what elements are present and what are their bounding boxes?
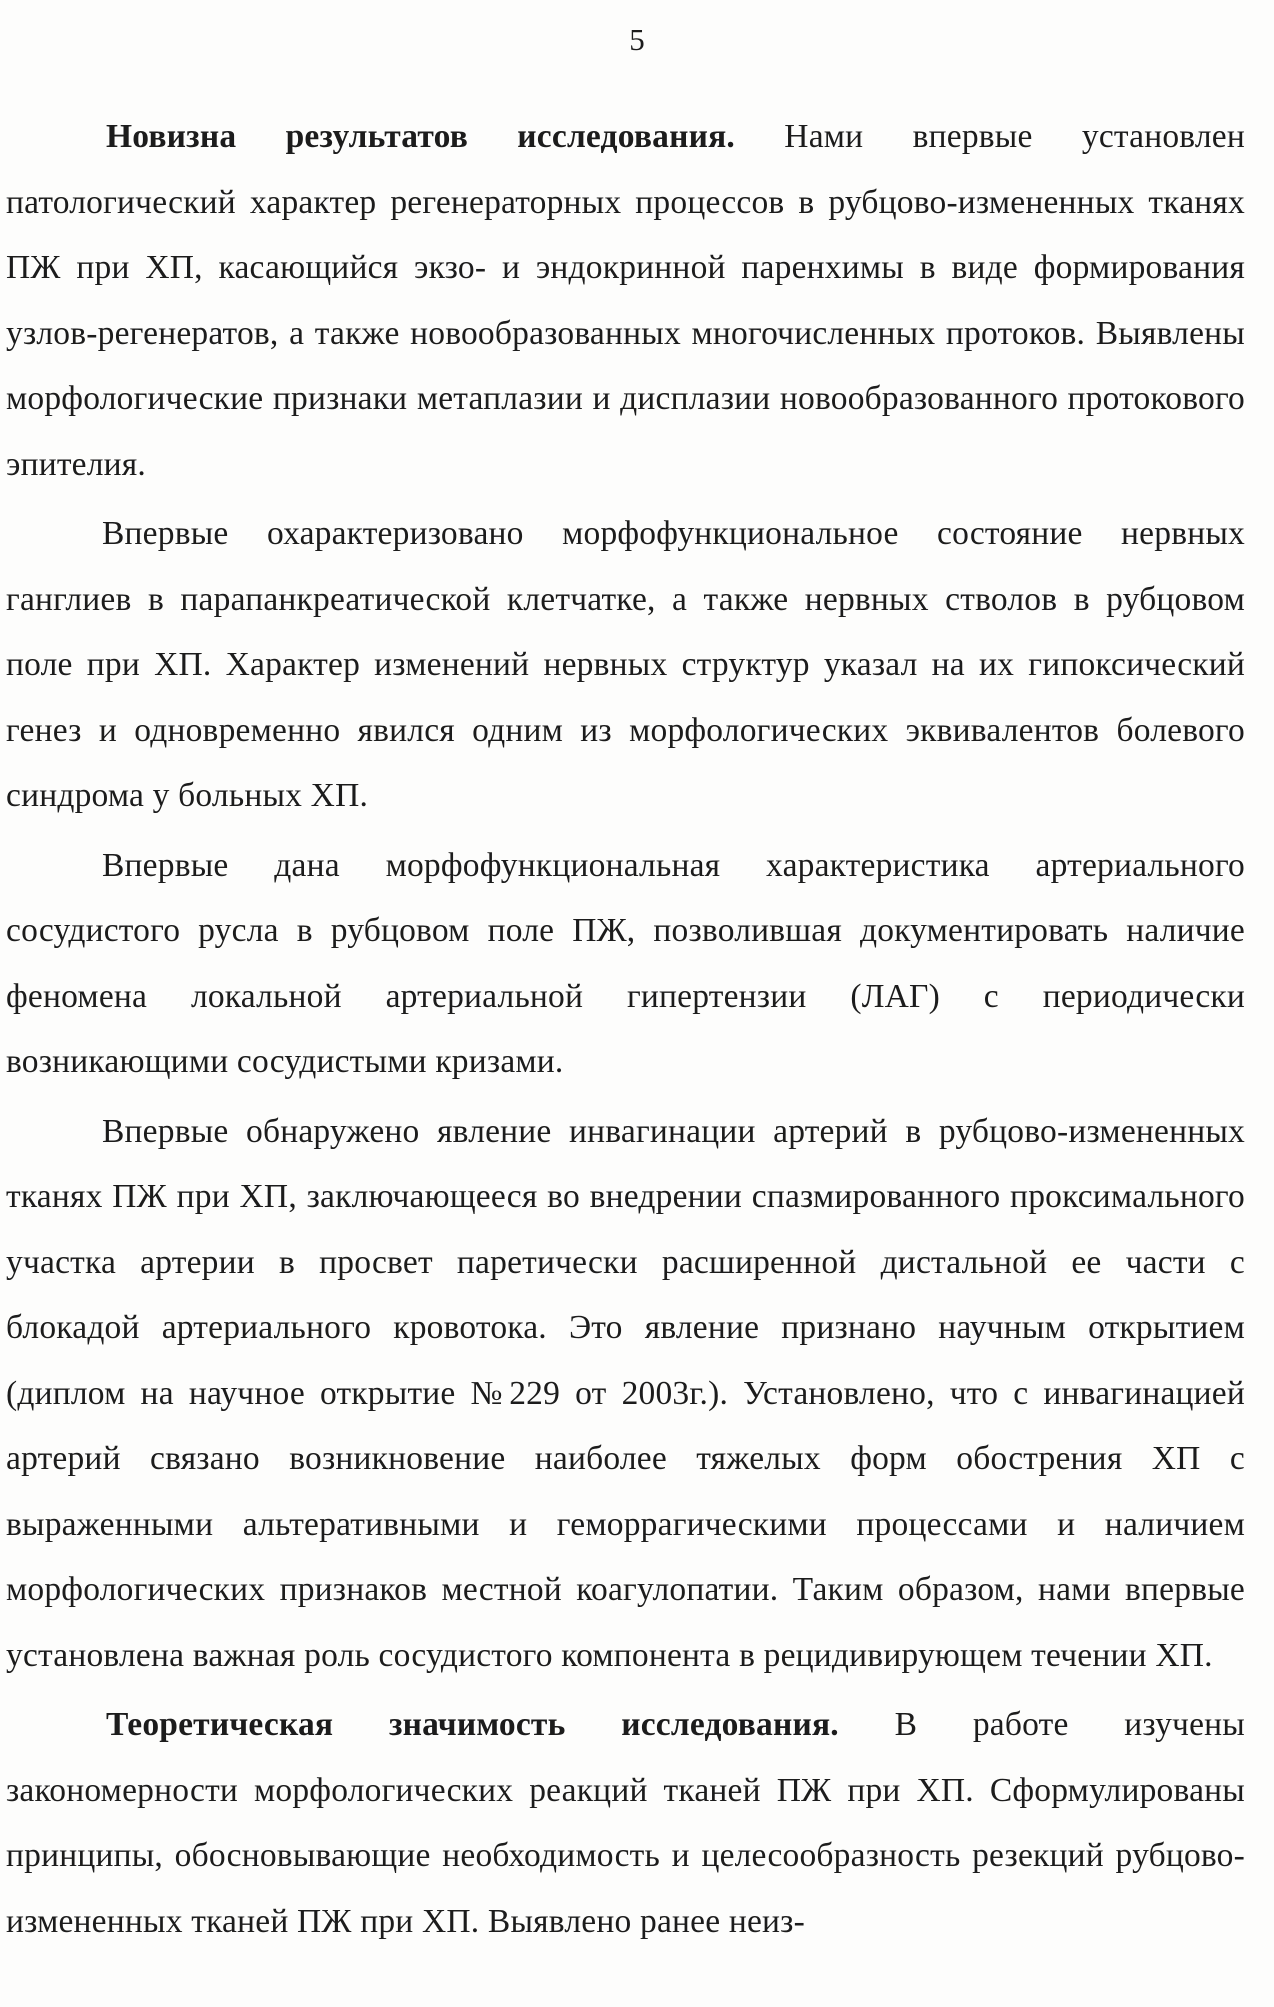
paragraph-text: Впервые охарактеризовано морфофункциональное состояние нервных ганглиев в парапанкреатической клетчатке, а также нервных стволов в рубцовом поле при ХП. Характер изменений нервных структур указал на их гипоксический генез и одновременно явился одним из морфологических эквивалентов болевого синдрома у больных ХП.: [6, 515, 1245, 814]
document-body: [6, 104, 1245, 1954]
paragraph-text: Впервые обнаружено явление инвагинации артерий в рубцово-измененных тканях ПЖ при ХП, заключающееся во внедрении спазмированного проксимального участка артерии в просвет паретически расширенной дистальной ее части с блокадой артериального кровотока. Это явление признано научным открытием (диплом на научное открытие №229 от 2003г.). Установлено, что с инвагинацией артерий связано возникновение наиболее тяжелых форм обострения ХП с выраженными альтеративными и геморрагическими процессами и наличием морфологических признаков местной коагулопатии. Таким образом, нами впервые установлена важная роль сосудистого компонента в рецидивирующем течении ХП.: [6, 1112, 1245, 1674]
paragraph-theoretical: [6, 1692, 1245, 1954]
heading-theoretical: Теоретическая значимость исследования.: [106, 1706, 839, 1743]
paragraph-arteries: [6, 833, 1245, 1095]
paragraph-text: Нами впервые установлен патологический характер регенераторных процессов в рубцово-измененных тканях ПЖ при ХП, касающийся экзо- и эндокринной паренхимы в виде формирования узлов-регенератов, а также новообразованных многочисленных протоков. Выявлены морфологические признаки метаплазии и дисплазии новообразованного протокового эпителия.: [6, 118, 1245, 483]
paragraph-nerves: [6, 501, 1245, 829]
heading-novelty: Новизна результатов исследования.: [106, 118, 735, 155]
paragraph-novelty: [6, 104, 1245, 497]
page-number: 5: [629, 22, 645, 57]
paragraph-invagination: [6, 1099, 1245, 1689]
paragraph-text: В работе изучены закономерности морфологических реакций тканей ПЖ при ХП. Сформулированы принципы, обосновывающие необходимость и целесообразность резекций рубцово-измененных тканей ПЖ при ХП. Выявлено ранее неиз-: [6, 1706, 1245, 1940]
paragraph-text: Впервые дана морфофункциональная характеристика артериального сосудистого русла в рубцовом поле ПЖ, позволившая документировать наличие феномена локальной артериальной гипертензии (ЛАГ) с периодически возникающими сосудистыми кризами.: [6, 846, 1245, 1080]
